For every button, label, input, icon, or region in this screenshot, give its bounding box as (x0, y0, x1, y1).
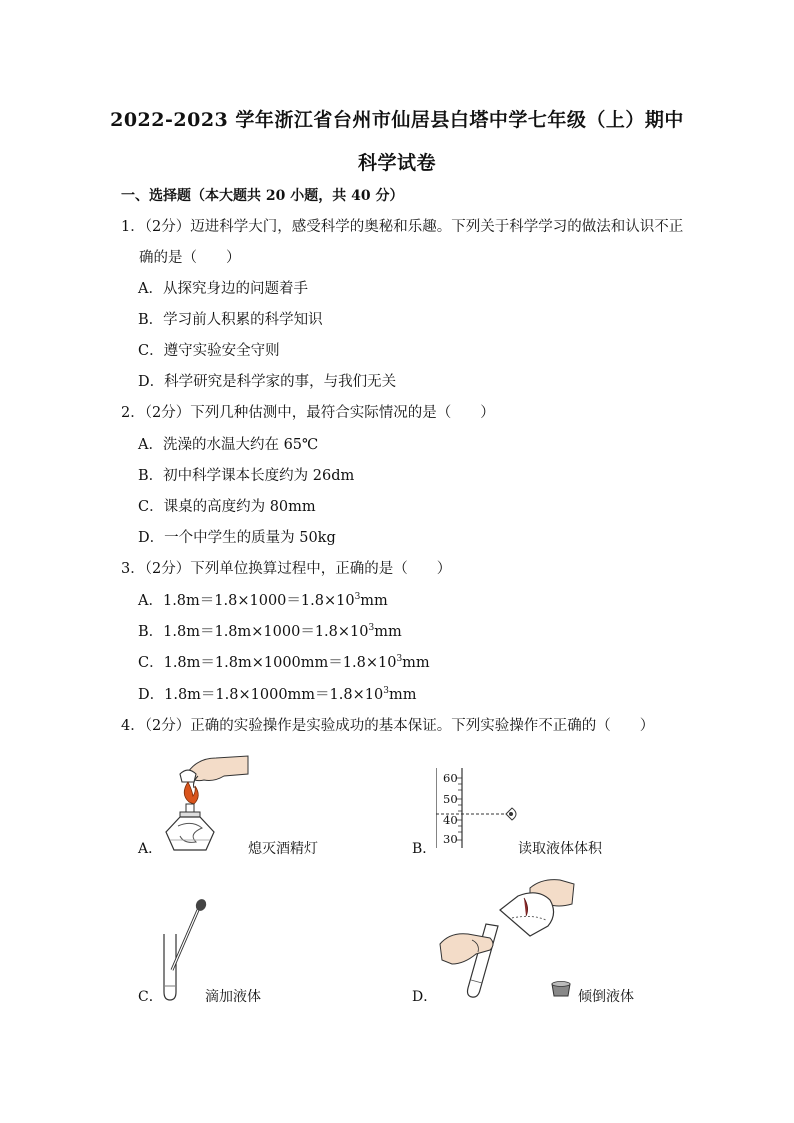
unit: mm (388, 687, 417, 703)
q4-stem: 4．（2分）正确的实验操作是实验成功的基本保证。下列实验操作不正确的（ ） (121, 718, 655, 734)
q4-option-d-letter: D． (412, 989, 438, 1005)
q4-option-c-letter: C． (138, 989, 163, 1005)
q4-option-a-caption: 熄灭酒精灯 (248, 841, 318, 857)
q1-stem-line1: 1．（2分）迈进科学大门，感受科学的奥秘和乐趣。下列关于科学学习的做法和认识不正 (121, 219, 684, 235)
q1-option-a: A．从探究身边的问题着手 (138, 281, 308, 297)
alcohol-lamp-figure (158, 752, 250, 854)
exponent: 3 (396, 654, 403, 664)
q4-option-a-letter: A． (138, 841, 163, 857)
scale-tick-30: 30 (443, 832, 458, 846)
q2-option-b: B．初中科学课本长度约为 26dm (138, 468, 355, 484)
q1-option-b: B．学习前人积累的科学知识 (138, 312, 323, 328)
scale-tick-40: 40 (443, 813, 458, 827)
pouring-liquid-figure (438, 874, 578, 1000)
exponent: 3 (383, 686, 389, 696)
section-heading: 一、选择题（本大题共 20 小题，共 40 分） (121, 188, 404, 204)
paper-title-line1: 2022-2023 学年浙江省台州市仙居县白塔中学七年级（上）期中 (110, 109, 684, 131)
unit: mm (374, 624, 402, 640)
q4-option-b-letter: B． (412, 841, 437, 857)
dropper-figure (158, 896, 210, 1002)
q3-option-d (138, 685, 416, 705)
unit: mm (360, 593, 388, 609)
scale-tick-60: 60 (443, 771, 458, 785)
q4-option-b-caption: 读取液体体积 (518, 841, 602, 857)
q3-option-a (138, 591, 388, 611)
q4-option-d-caption: 倾倒液体 (578, 989, 634, 1005)
q1-option-c: C．遵守实验安全守则 (138, 343, 280, 359)
q1-option-d: D．科学研究是科学家的事，与我们无关 (138, 374, 397, 390)
q3-option-c (138, 653, 430, 673)
q2-option-d: D．一个中学生的质量为 50kg (138, 530, 336, 546)
q2-option-a: A．洗澡的水温大约在 65℃ (138, 437, 319, 453)
q3-option-c-text: C．1.8m＝1.8m×1000mm＝1.8×10 (138, 655, 397, 671)
q4-option-c-caption: 滴加液体 (205, 989, 261, 1005)
q3-option-b (138, 622, 402, 642)
unit: mm (402, 655, 430, 671)
q3-stem: 3．（2分）下列单位换算过程中，正确的是（ ） (121, 561, 452, 577)
q2-stem: 2．（2分）下列几种估测中，最符合实际情况的是（ ） (121, 405, 495, 421)
q3-option-b-text: B．1.8m＝1.8m×1000＝1.8×10 (138, 624, 369, 640)
q3-option-a-text: A．1.8m＝1.8×1000＝1.8×10 (138, 593, 355, 609)
exponent: 3 (354, 592, 361, 602)
paper-title-line2: 科学试卷 (357, 152, 436, 174)
exponent: 3 (368, 623, 375, 633)
q2-option-c: C．课桌的高度约为 80mm (138, 499, 316, 515)
scale-tick-50: 50 (443, 792, 458, 806)
q3-option-d-text: D．1.8m＝1.8×1000mm＝1.8×10 (138, 687, 384, 703)
q1-stem-line2: 确的是（ ） (139, 250, 241, 266)
